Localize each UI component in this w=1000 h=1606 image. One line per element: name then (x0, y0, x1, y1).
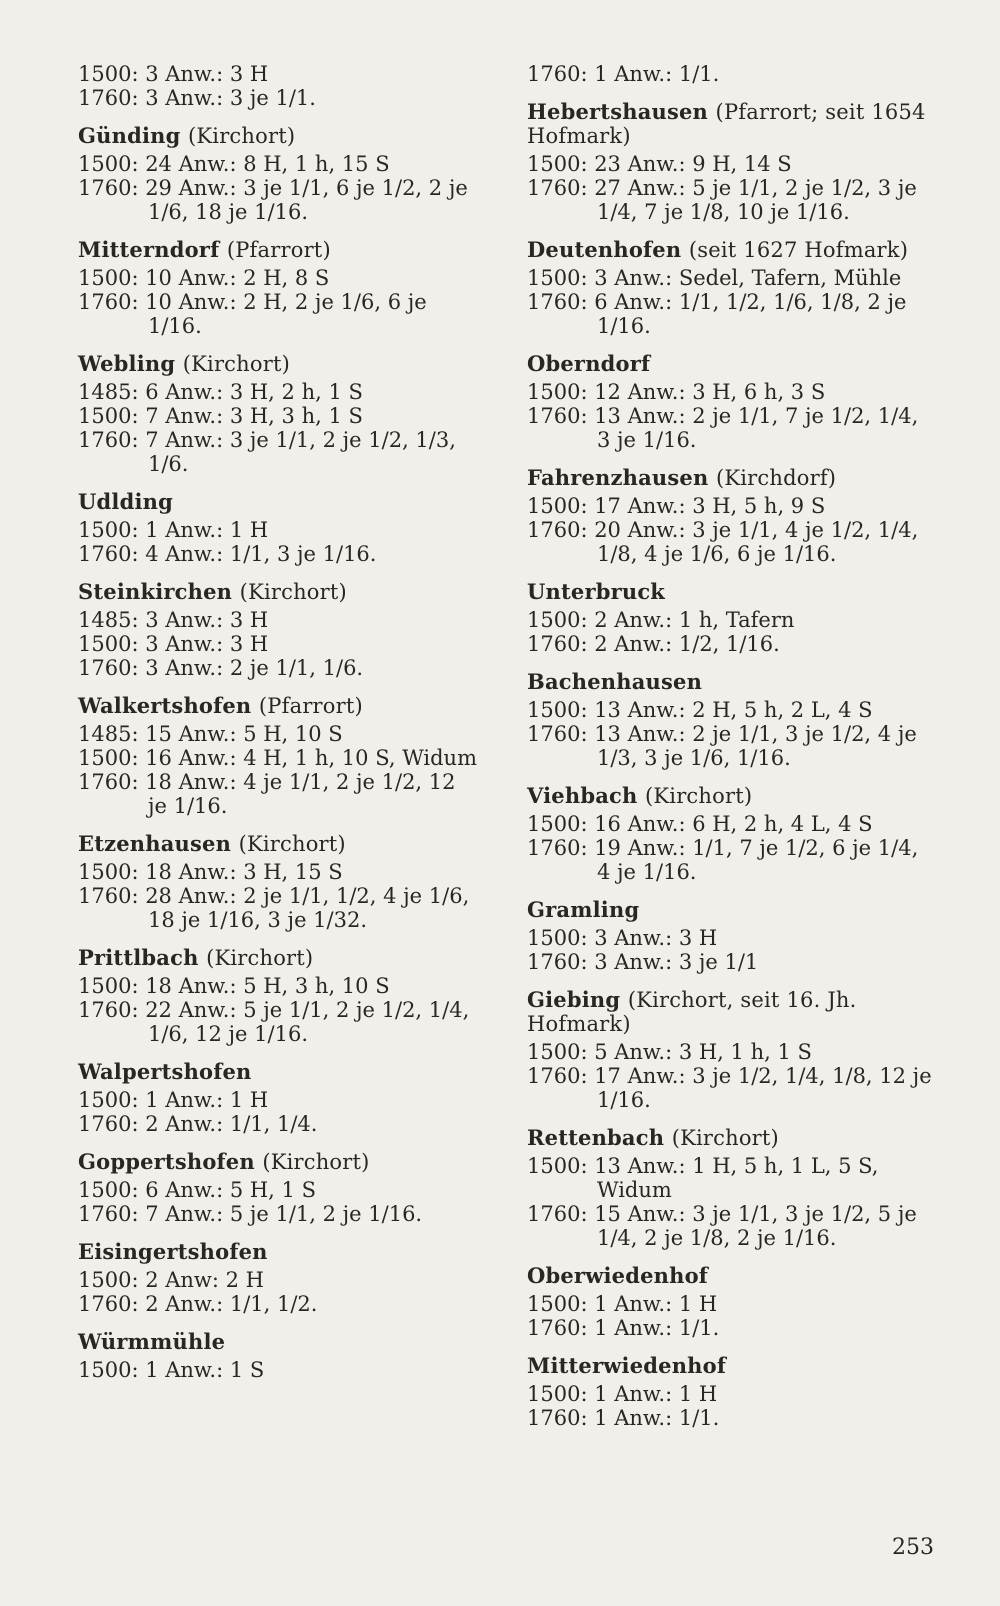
record-line: 3 je 1/16. (597, 428, 697, 452)
place-title (78, 832, 494, 856)
place-entry (527, 988, 942, 1112)
record-line: Widum (597, 1178, 672, 1202)
place-name: Mitterndorf (78, 237, 220, 262)
record-line: 1500: 6 Anw.: 5 H, 1 S (78, 1178, 316, 1202)
record-line: 1760: 13 Anw.: 2 je 1/1, 7 je 1/2, 1/4, (527, 404, 919, 428)
place-note: (seit 1627 Hofmark) (688, 238, 909, 262)
place-title (527, 784, 942, 808)
record-line: 1760: 3 Anw.: 3 je 1/1. (78, 86, 316, 110)
right-column (527, 62, 942, 1444)
record-line: 1760: 15 Anw.: 3 je 1/1, 3 je 1/2, 5 je (527, 1202, 917, 1226)
place-name: Viehbach (527, 783, 638, 808)
place-name: Günding (78, 123, 181, 148)
record-line: 1/4, 7 je 1/8, 10 je 1/16. (597, 200, 850, 224)
record-line: 1760: 28 Anw.: 2 je 1/1, 1/2, 4 je 1/6, (78, 884, 470, 908)
place-entry (527, 352, 942, 452)
record-line: 1760: 10 Anw.: 2 H, 2 je 1/6, 6 je (78, 290, 427, 314)
place-entry (527, 670, 942, 770)
record-line: 1500: 5 Anw.: 3 H, 1 h, 1 S (527, 1040, 812, 1064)
place-title (78, 946, 494, 970)
record-line: 1760: 2 Anw.: 1/1, 1/4. (78, 1112, 318, 1136)
place-entry (78, 946, 494, 1046)
place-entry (527, 580, 942, 656)
record-line: 1485: 3 Anw.: 3 H (78, 608, 269, 632)
place-entry (78, 1150, 494, 1226)
place-name: Udlding (78, 489, 173, 514)
place-title (527, 100, 942, 148)
place-note: (Kirchort) (262, 1150, 370, 1174)
record-line: 18 je 1/16, 3 je 1/32. (148, 908, 368, 932)
place-entry (78, 62, 494, 110)
place-name: Walpertshofen (78, 1059, 252, 1084)
record-line: 1760: 2 Anw.: 1/2, 1/16. (527, 632, 780, 656)
record-line: 1500: 16 Anw.: 4 H, 1 h, 10 S, Widum (78, 746, 477, 770)
record-line: 1760: 4 Anw.: 1/1, 3 je 1/16. (78, 542, 377, 566)
place-note: (Pfarrort) (226, 238, 331, 262)
place-title (527, 1354, 942, 1378)
record-line: 1760: 1 Anw.: 1/1. (527, 62, 720, 86)
place-entry (78, 124, 494, 224)
record-line: 1500: 3 Anw.: Sedel, Tafern, Mühle (527, 266, 902, 290)
record-line: 1500: 1 Anw.: 1 S (78, 1358, 265, 1382)
place-note: (Kirchort) (182, 352, 290, 376)
place-note: (Kirchort, seit 16. Jh. Hofmark) (527, 988, 857, 1036)
place-title (78, 352, 494, 376)
record-line: 1760: 20 Anw.: 3 je 1/1, 4 je 1/2, 1/4, (527, 518, 919, 542)
record-line: 1500: 2 Anw: 2 H (78, 1268, 264, 1292)
record-line: 1/4, 2 je 1/8, 2 je 1/16. (597, 1226, 837, 1250)
record-line: 1760: 3 Anw.: 2 je 1/1, 1/6. (78, 656, 364, 680)
record-line: 1500: 18 Anw.: 3 H, 15 S (78, 860, 343, 884)
record-line: 1760: 29 Anw.: 3 je 1/1, 6 je 1/2, 2 je (78, 176, 468, 200)
record-line: 1500: 1 Anw.: 1 H (78, 518, 269, 542)
place-title (78, 1240, 494, 1264)
record-line: 1760: 6 Anw.: 1/1, 1/2, 1/6, 1/8, 2 je (527, 290, 907, 314)
place-entry (527, 784, 942, 884)
record-line: 1760: 13 Anw.: 2 je 1/1, 3 je 1/2, 4 je (527, 722, 917, 746)
record-line: 1485: 6 Anw.: 3 H, 2 h, 1 S (78, 380, 363, 404)
place-entry (527, 1264, 942, 1340)
place-title (527, 670, 942, 694)
record-line: 1500: 16 Anw.: 6 H, 2 h, 4 L, 4 S (527, 812, 873, 836)
place-entry (78, 238, 494, 338)
record-line: 1500: 10 Anw.: 2 H, 8 S (78, 266, 330, 290)
place-name: Fahrenzhausen (527, 465, 709, 490)
record-line: 1500: 3 Anw.: 3 H (527, 926, 718, 950)
place-entry (527, 1354, 942, 1430)
place-title (527, 580, 942, 604)
record-line: 1500: 13 Anw.: 1 H, 5 h, 1 L, 5 S, (527, 1154, 879, 1178)
place-note: (Pfarrort) (258, 694, 363, 718)
record-line: 1500: 1 Anw.: 1 H (527, 1292, 718, 1316)
record-line: 1/16. (597, 1088, 651, 1112)
place-entry (78, 580, 494, 680)
place-title (78, 124, 494, 148)
record-line: 1760: 27 Anw.: 5 je 1/1, 2 je 1/2, 3 je (527, 176, 917, 200)
place-entry (78, 694, 494, 818)
record-line: 1760: 1 Anw.: 1/1. (527, 1406, 720, 1430)
place-name: Mitterwiedenhof (527, 1353, 727, 1378)
record-line: 1760: 19 Anw.: 1/1, 7 je 1/2, 6 je 1/4, (527, 836, 919, 860)
place-name: Eisingertshofen (78, 1239, 268, 1264)
place-name: Hebertshausen (527, 99, 709, 124)
place-name: Giebing (527, 987, 621, 1012)
record-line: 1500: 2 Anw.: 1 h, Tafern (527, 608, 795, 632)
place-title (527, 988, 942, 1036)
record-line: 1500: 3 Anw.: 3 H (78, 632, 269, 656)
place-name: Oberndorf (527, 351, 651, 376)
place-title (78, 694, 494, 718)
record-line: 1500: 23 Anw.: 9 H, 14 S (527, 152, 792, 176)
record-line: 1760: 7 Anw.: 5 je 1/1, 2 je 1/16. (78, 1202, 423, 1226)
place-title (527, 1264, 942, 1288)
place-note: (Pfarrort; seit 1654 Hofmark) (527, 100, 926, 148)
place-title (527, 1126, 942, 1150)
record-line: 1/6, 18 je 1/16. (148, 200, 308, 224)
place-title (527, 898, 942, 922)
left-column (78, 62, 494, 1396)
record-line: 1/16. (597, 314, 651, 338)
place-note: (Kirchort) (239, 580, 347, 604)
place-name: Würmmühle (78, 1329, 226, 1354)
place-name: Goppertshofen (78, 1149, 255, 1174)
record-line: 1500: 13 Anw.: 2 H, 5 h, 2 L, 4 S (527, 698, 873, 722)
place-title (527, 466, 942, 490)
place-note: (Kirchort) (206, 946, 314, 970)
record-line: 1500: 1 Anw.: 1 H (527, 1382, 718, 1406)
place-entry (527, 100, 942, 224)
place-note: (Kirchort) (188, 124, 296, 148)
record-line: 4 je 1/16. (597, 860, 697, 884)
record-line: 1/8, 4 je 1/6, 6 je 1/16. (597, 542, 837, 566)
place-name: Oberwiedenhof (527, 1263, 709, 1288)
record-line: 1500: 24 Anw.: 8 H, 1 h, 15 S (78, 152, 390, 176)
place-title (527, 352, 942, 376)
place-name: Bachenhausen (527, 669, 703, 694)
record-line: 1760: 7 Anw.: 3 je 1/1, 2 je 1/2, 1/3, (78, 428, 456, 452)
place-entry (527, 466, 942, 566)
place-name: Rettenbach (527, 1125, 665, 1150)
record-line: 1500: 1 Anw.: 1 H (78, 1088, 269, 1112)
place-note: (Kirchort) (645, 784, 753, 808)
place-name: Gramling (527, 897, 640, 922)
place-title (78, 1330, 494, 1354)
place-title (78, 1060, 494, 1084)
place-name: Prittlbach (78, 945, 199, 970)
record-line: 1760: 17 Anw.: 3 je 1/2, 1/4, 1/8, 12 je (527, 1064, 932, 1088)
place-entry (527, 62, 942, 86)
record-line: 1500: 12 Anw.: 3 H, 6 h, 3 S (527, 380, 826, 404)
place-name: Walkertshofen (78, 693, 252, 718)
place-entry (78, 1060, 494, 1136)
page-number: 253 (892, 1535, 934, 1560)
place-note: (Kirchdorf) (715, 466, 837, 490)
record-line: 1760: 1 Anw.: 1/1. (527, 1316, 720, 1340)
record-line: 1/6, 12 je 1/16. (148, 1022, 308, 1046)
place-name: Etzenhausen (78, 831, 232, 856)
record-line: 1500: 17 Anw.: 3 H, 5 h, 9 S (527, 494, 826, 518)
place-name: Unterbruck (527, 579, 666, 604)
record-line: 1760: 22 Anw.: 5 je 1/1, 2 je 1/2, 1/4, (78, 998, 470, 1022)
record-line: 1500: 3 Anw.: 3 H (78, 62, 269, 86)
place-entry (78, 352, 494, 476)
place-entry (527, 1126, 942, 1250)
place-entry (78, 490, 494, 566)
place-entry (527, 238, 942, 338)
record-line: 1760: 3 Anw.: 3 je 1/1 (527, 950, 759, 974)
place-note: (Kirchort) (671, 1126, 779, 1150)
record-line: 1485: 15 Anw.: 5 H, 10 S (78, 722, 343, 746)
place-entry (78, 832, 494, 932)
record-line: 1/3, 3 je 1/6, 1/16. (597, 746, 791, 770)
place-note: (Kirchort) (238, 832, 346, 856)
place-name: Deutenhofen (527, 237, 682, 262)
place-entry (78, 1240, 494, 1316)
record-line: 1500: 18 Anw.: 5 H, 3 h, 10 S (78, 974, 390, 998)
place-title (78, 1150, 494, 1174)
place-entry (527, 898, 942, 974)
place-entry (78, 1330, 494, 1382)
record-line: je 1/16. (148, 794, 228, 818)
place-name: Steinkirchen (78, 579, 233, 604)
place-name: Webling (78, 351, 176, 376)
place-title (527, 238, 942, 262)
place-title (78, 580, 494, 604)
record-line: 1760: 2 Anw.: 1/1, 1/2. (78, 1292, 318, 1316)
record-line: 1/6. (148, 452, 189, 476)
record-line: 1/16. (148, 314, 202, 338)
record-line: 1760: 18 Anw.: 4 je 1/1, 2 je 1/2, 12 (78, 770, 456, 794)
place-title (78, 490, 494, 514)
record-line: 1500: 7 Anw.: 3 H, 3 h, 1 S (78, 404, 363, 428)
place-title (78, 238, 494, 262)
